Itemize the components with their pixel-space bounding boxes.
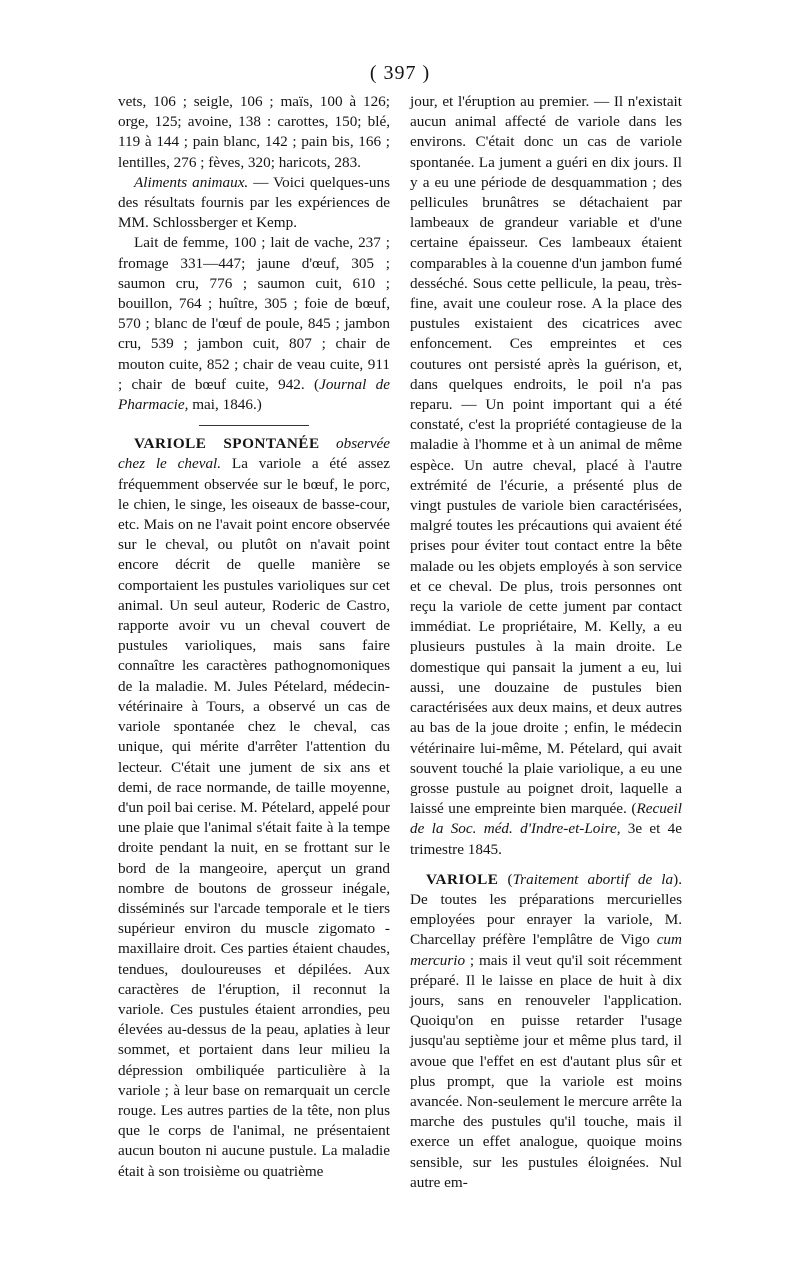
traitement-heading: VARIOLE [426,870,499,888]
variole-text: La variole a été assez fréquemment observée sur le bœuf, le porc, le chien, le singe, les oiseaux de basse-cour, etc. Mais on ne l'avait point encore observée sur le cheval, ou plutôt on n'avait point encore décrit de quelle manière se comportaient les pustules varioliques sur cet animal. Un seul auteur, Roderic de Castro, rapporte avoir vu un cheval couvert de pustules varioliques, mais sans faire connaître les caractères pathognomoniques de la maladie. M. Jules Pételard, médecin-vétérinaire à Tours, a observé un cas de variole spontanée chez le cheval, cas unique, qui mérite d'arrêter l'attention du lecteur. C'était une jument de six ans et demi, de race normande, de taille moyenne, d'un poil bai cerise. M. Pételard, appelé pour une plaie que l'animal s'était faite à la tempe droite pendant la nuit, en se frottant sur le bord de la mangeoire, aperçut un grand nombre de boutons de grosseur inégale, disséminés sur l'arcade temporale et le tiers supérieur environ du muscle zigomato - maxillaire droit. Ces parties étaient chaudes, tendues, douloureuses et dépilées. Aux caractères de l'éruption, il reconnut la variole. Ces pustules étaient arrondies, peu élevées au-dessus de la peau, aplaties à leur sommet, et portaient dans leur milieu la dépression ombiliquée particulière à la variole ; à leur base on remarquait un cercle rouge. Les autres parties de la tête, non plus que le corps de l'animal, ne présentaient aucun bouton ni aucune pustule. La maladie était à son troisième ou quatrième [118,455,391,1180]
lait-paragraph [118,233,390,415]
lait-end: mai, 1846.) [188,396,262,414]
journal-citation: Journal de Pharmacie, [118,375,390,414]
section-gap [410,860,682,870]
traitement-text-continued: ; mais il veut qu'il soit récemment préparé. Il le laisse en place de huit à dix jours, sans en renouveler l'application. Quoiqu'on en puisse retarder l'usage jusqu'au septième jour et même plus tard, il avoue que l'effet en est d'autant plus sûr et plus prompt, que la variole est moins avancée. Non-seulement le mercure arrête la marche des pustules qu'il touche, mais il exerce un effet analogue, quoique moins sensible, sur les pustules éloignées. Nul autre em- [410,951,682,1191]
lait-text: Lait de femme, 100 ; lait de vache, 237 ; fromage 331—447; jaune d'œuf, 305 ; saumon cru, 776 ; saumon cuit, 610 ; bouillon, 764 ; huître, 305 ; foie de bœuf, 570 ; blanc de l'œuf de poule, 845 ; jambon cru, 539 ; jambon cuit, 807 ; chair de mouton cuite, 852 ; chair de veau cuite, 911 ; chair de bœuf cuite, 942. ( [118,234,390,393]
traitement-paragraph [410,870,682,1193]
aliments-text: — Voici quelques-uns des résultats fournis par les expériences de MM. Schlossberger et Kemp. [118,173,391,232]
recueil-end: 3e et 4e trimestre 1845. [410,820,682,858]
recueil-citation: Recueil de la Soc. méd. d'Indre-et-Loire, [410,800,682,838]
left-column [118,92,390,1182]
grain-values-paragraph: vets, 106 ; seigle, 106 ; maïs, 100 à 126; orge, 125; avoine, 138 : carottes, 150; blé, 119 à 144 ; pain blanc, 142 ; pain bis, 166 ; lentilles, 276 ; fèves, 320; haricots, 283. [118,93,390,171]
variole-continued-paragraph [410,92,682,860]
page-number: ( 397 ) [369,62,431,84]
variole-continued-text: jour, et l'éruption au premier. — Il n'existait aucun animal affecté de variole dans les environs. C'était donc un cas de variole spontanée. La jument a guéri en dix jours. Il y a eu une période de desquammation ; des pellicules brunâtres se détachaient par lambeaux de grandeur variable et d'une certaine épaisseur. Ces lambeaux étaient comparables à la couenne d'un jambon fumé desséché. Sous cette pellicule, la peau, très-fine, avait une couleur rose. A la place des pustules existaient des cicatrices avec enfoncement. Ces empreintes et ces coutures ont persisté après la guérison, et, dans quelques endroits, le poil n'a pas reparu. — Un point important qui a été constaté, c'est la propriété contagieuse de la maladie à l'homme et à un animal de même espèce. Un autre cheval, placé à l'autre extrémité de l'écurie, a présenté plus de vingt pustules de variole bien caractérisées, malgré toutes les précautions qui avaient été prises pour éviter tout contact entre la bête malade ou les objets employés à son service et ce cheval. De plus, trois personnes ont reçu la variole de cette jument par contact immédiat. Le propriétaire, M. Kelly, a eu plusieurs pustules à la main droite. Le domestique qui pansait la jument a eu, lui aussi, une douzaine de pustules bien caractérisées aux deux mains, et deux autres au bas de la joue droite ; enfin, le médecin vétérinaire lui-même, M. Pételard, qui avait souvent touché la plaie variolique, a eu une grosse pustule au poignet droit, laquelle a laissé une empreinte bien marquée. ( [410,93,682,818]
variole-heading: VARIOLE SPONTANÉE [134,435,320,453]
right-column [410,92,682,1193]
traitement-text: ). De toutes les préparations mercurielles employées pour enrayer la variole, M. Charcellay préfère l'emplâtre de Vigo [410,870,682,949]
variole-subheading: observée chez le cheval. [118,435,390,473]
cum-mercurio: cum mercurio [410,931,682,969]
variole-paragraph [118,434,390,1182]
section-divider [199,425,309,426]
traitement-open-paren: ( [498,870,513,888]
aliments-paragraph [118,173,390,234]
traitement-subheading: Traitement abortif de la [512,870,674,888]
aliments-title: Aliments animaux. [134,173,249,191]
